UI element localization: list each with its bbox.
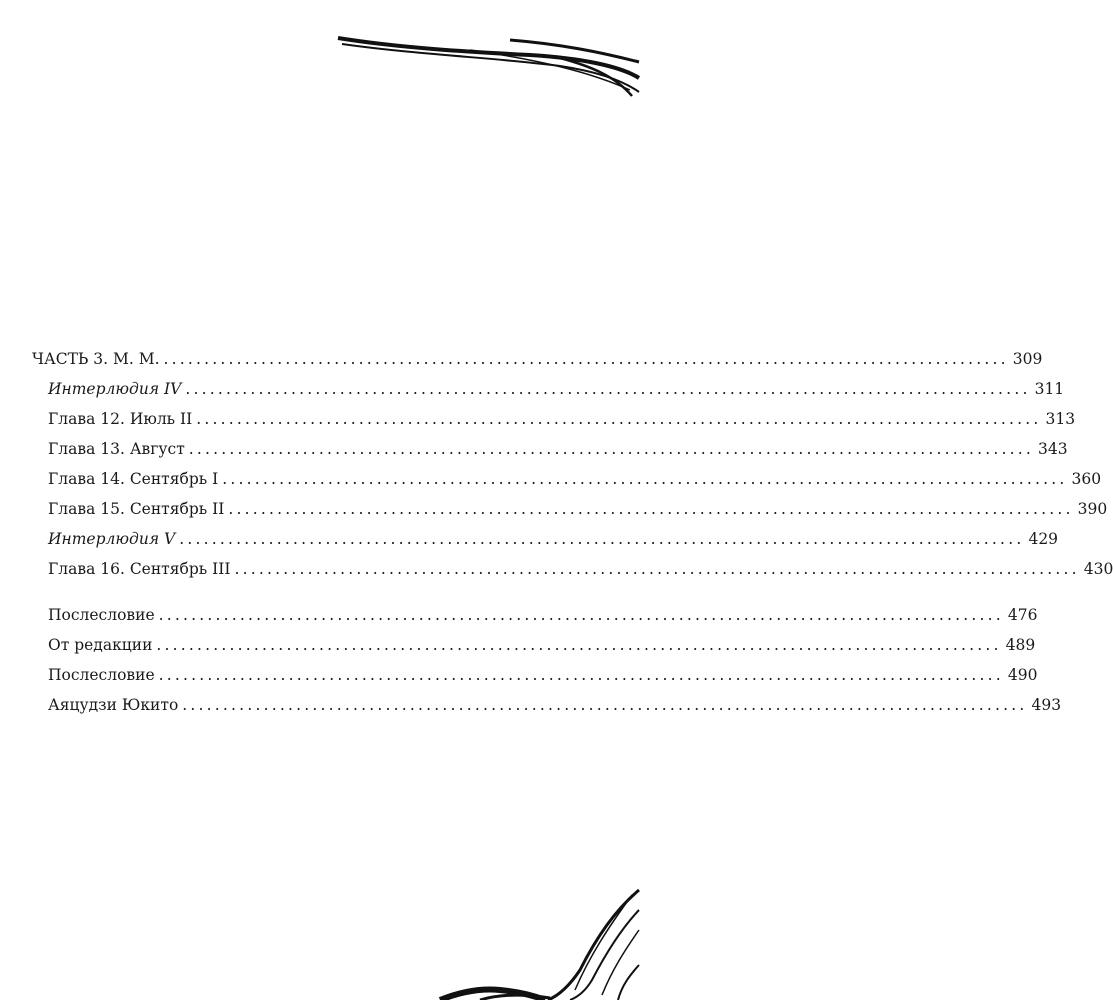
toc-leader-dots: ........................................................................................................	[158, 665, 1004, 684]
toc-backmatter-entry[interactable]	[48, 623, 1036, 654]
toc-part-entry[interactable]	[32, 337, 1043, 368]
toc-backmatter-entry[interactable]	[48, 653, 1038, 684]
toc-entry-page: 390	[1077, 499, 1108, 518]
toc-entry[interactable]	[48, 457, 1102, 488]
toc-backmatter-entry[interactable]	[48, 683, 1062, 714]
toc-entry-title: Глава 16. Сентябрь III	[48, 559, 231, 578]
toc-entry-page: 311	[1034, 379, 1065, 398]
toc-entry[interactable]	[48, 367, 1065, 398]
toc-entry-page: 476	[1007, 605, 1038, 624]
toc-entry-title: Послесловие	[48, 605, 155, 624]
toc-entry-title: Интерлюдия IV	[48, 379, 182, 398]
toc-entry[interactable]	[48, 517, 1059, 548]
toc-entry-title: Аяцудзи Юкито	[48, 695, 179, 714]
toc-entry-title: Интерлюдия V	[48, 529, 176, 548]
toc-entry-page: 343	[1038, 439, 1068, 458]
toc-entry-title: Послесловие	[48, 665, 155, 684]
toc-entry[interactable]	[48, 397, 1076, 428]
toc-leader-dots: ........................................................................................................	[188, 439, 1035, 458]
toc-backmatter-entry[interactable]	[48, 593, 1038, 624]
toc-leader-dots: ........................................................................................................	[163, 349, 1009, 368]
toc-entry-title: От редакции	[48, 635, 153, 654]
toc-entry-page: 489	[1005, 635, 1036, 654]
toc-leader-dots: ........................................................................................................	[234, 559, 1080, 578]
toc-leader-dots: ........................................................................................................	[156, 635, 1002, 654]
toc-entry-page: 493	[1031, 695, 1062, 714]
toc-part-page: 309	[1012, 349, 1043, 368]
toc-entry-page: 490	[1007, 665, 1038, 684]
top-ornament-flourish	[0, 0, 639, 110]
toc-entry-title: Глава 14. Сентябрь I	[48, 469, 219, 488]
toc-leader-dots: ........................................................................................................	[228, 499, 1074, 518]
bottom-ornament-flourish	[0, 870, 639, 1000]
toc-entry-title: Глава 13. Август	[48, 439, 185, 458]
toc-leader-dots: ........................................................................................................	[196, 409, 1042, 428]
toc-leader-dots: ........................................................................................................	[222, 469, 1068, 488]
toc-entry-title: Глава 12. Июль II	[48, 409, 193, 428]
toc-entry[interactable]	[48, 427, 1068, 458]
toc-leader-dots: ........................................................................................................	[185, 379, 1031, 398]
toc-leader-dots: ........................................................................................................	[182, 695, 1028, 714]
toc-leader-dots: ........................................................................................................	[158, 605, 1004, 624]
toc-leader-dots: ........................................................................................................	[179, 529, 1025, 548]
toc-entry-page: 360	[1071, 469, 1102, 488]
toc-entry[interactable]	[48, 487, 1108, 518]
toc-entry-page: 430	[1083, 559, 1113, 578]
toc-part-title: ЧАСТЬ 3. М. М.	[32, 349, 160, 368]
toc-entry[interactable]	[48, 547, 1113, 578]
toc-entry-title: Глава 15. Сентябрь II	[48, 499, 225, 518]
toc-entry-page: 429	[1028, 529, 1059, 548]
toc-entry-page: 313	[1045, 409, 1076, 428]
